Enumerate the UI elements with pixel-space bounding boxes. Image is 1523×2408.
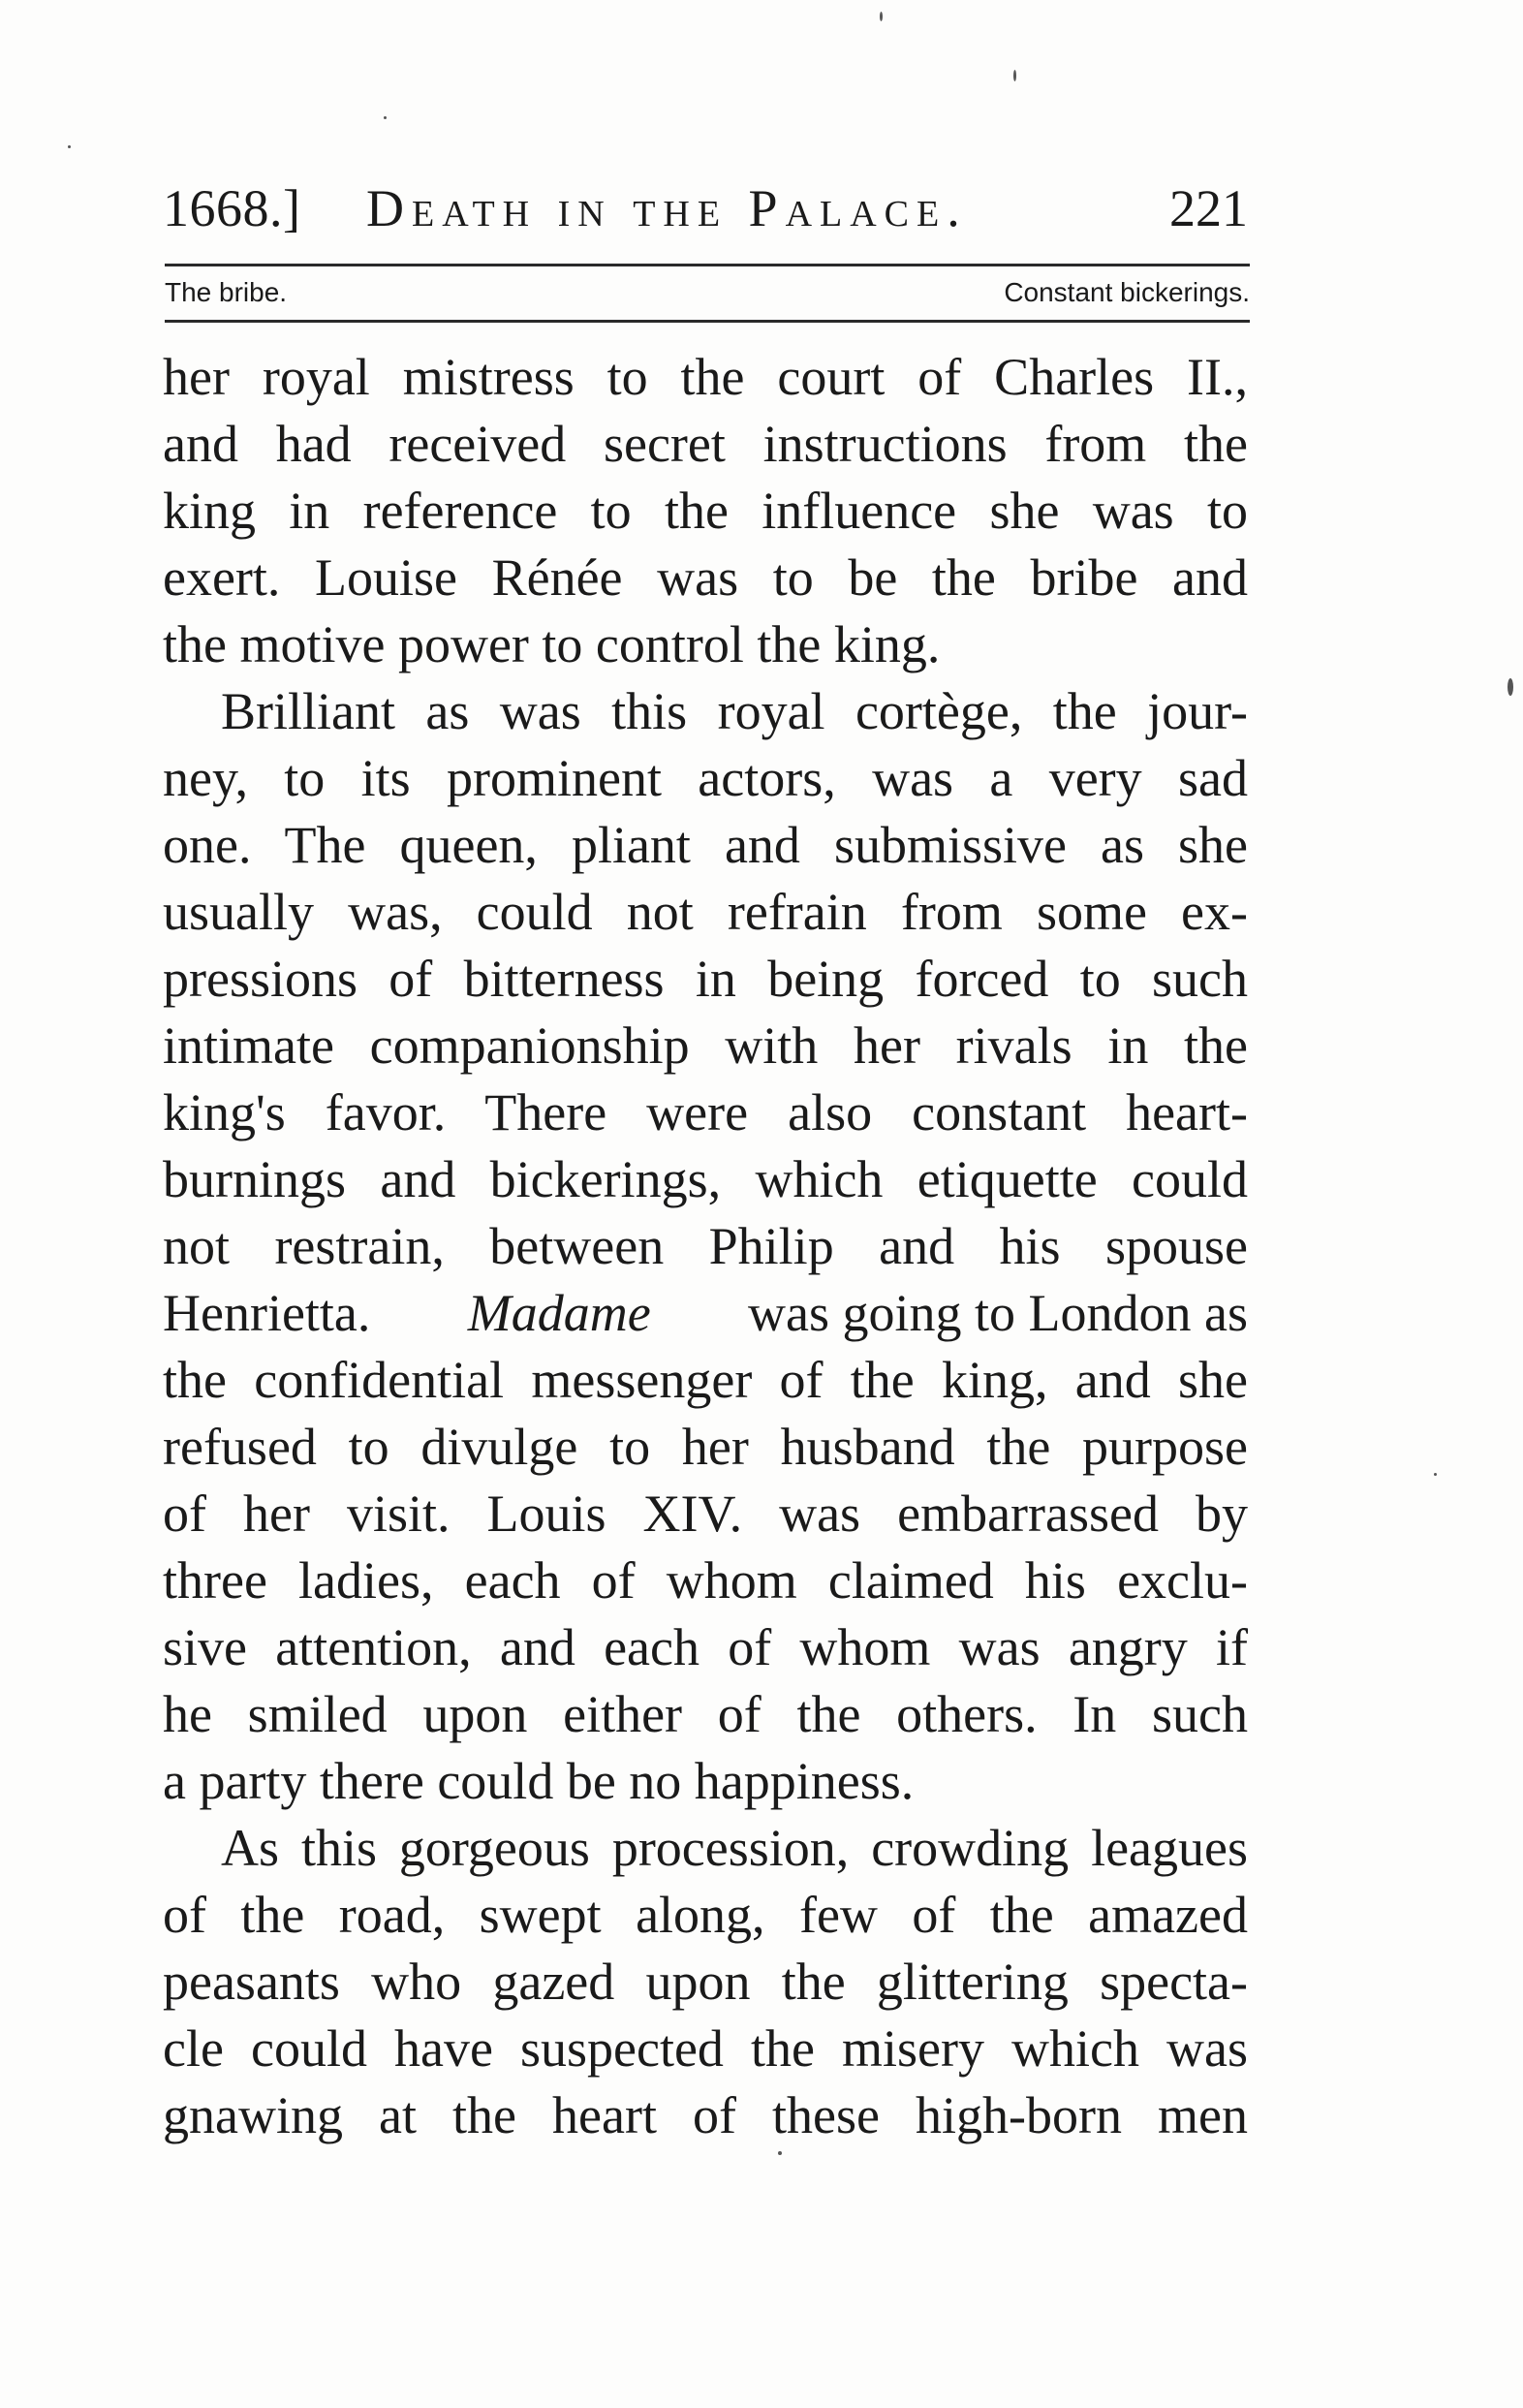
text-line: burnings and bickerings, which etiquette could bbox=[163, 1150, 1248, 1208]
text-fragment: was going to London as bbox=[748, 1284, 1248, 1342]
text-line: cle could have suspected the misery which was bbox=[163, 2019, 1248, 2078]
text-line: pressions of bitterness in being forced to such bbox=[163, 950, 1248, 1008]
body-text bbox=[163, 344, 1248, 2149]
text-line: peasants who gazed upon the glittering specta- bbox=[163, 1953, 1248, 2011]
sidenote-bar bbox=[165, 273, 1250, 312]
text-line: not restrain, between Philip and his spouse bbox=[163, 1217, 1248, 1275]
text-line: three ladies, each of whom claimed his exclu- bbox=[163, 1551, 1248, 1610]
text-line: one. The queen, pliant and submissive as she bbox=[163, 816, 1248, 874]
header-rule-top bbox=[165, 264, 1250, 266]
text-line: Brilliant as was this royal cortège, the jour- bbox=[221, 682, 1248, 740]
text-line: exert. Louise Rénée was to be the bribe and bbox=[163, 548, 1248, 607]
text-line: intimate companionship with her rivals in the bbox=[163, 1016, 1248, 1075]
text-line: king's favor. There were also constant heart- bbox=[163, 1083, 1248, 1141]
text-line: the confidential messenger of the king, and she bbox=[163, 1351, 1248, 1409]
running-header bbox=[163, 174, 1248, 242]
text-fragment: Henrietta. bbox=[163, 1284, 371, 1342]
page-number: 221 bbox=[1169, 179, 1248, 237]
paper-speck bbox=[68, 145, 71, 148]
paper-speck bbox=[880, 12, 883, 21]
text-line: king in reference to the influence she was to bbox=[163, 482, 1248, 540]
text-line: sive attention, and each of whom was angry if bbox=[163, 1618, 1248, 1676]
text-line: usually was, could not refrain from some ex- bbox=[163, 883, 1248, 941]
running-title: Death in the Palace. bbox=[366, 179, 968, 237]
paper-speck bbox=[384, 116, 387, 119]
text-line: ney, to its prominent actors, was a very sad bbox=[163, 749, 1248, 807]
text-line: of the road, swept along, few of the amazed bbox=[163, 1886, 1248, 1944]
paper-speck bbox=[1434, 1473, 1437, 1476]
sidenote-left: The bribe. bbox=[165, 277, 288, 307]
text-line: he smiled upon either of the others. In such bbox=[163, 1685, 1248, 1743]
paper-speck bbox=[1507, 678, 1513, 696]
italic-word: Madame bbox=[467, 1284, 651, 1342]
paper-speck bbox=[778, 2151, 782, 2155]
running-year: 1668.] bbox=[163, 179, 301, 237]
text-line: a party there could be no happiness. bbox=[163, 1752, 915, 1810]
sidenote-right: Constant bickerings. bbox=[1004, 277, 1250, 307]
paper-speck bbox=[1013, 70, 1016, 81]
text-line-mixed bbox=[163, 1280, 1248, 1347]
text-line: of her visit. Louis XIV. was embarrassed by bbox=[163, 1485, 1248, 1543]
text-line: her royal mistress to the court of Charles II., bbox=[163, 348, 1248, 406]
header-rule-bottom bbox=[165, 320, 1250, 323]
text-line: refused to divulge to her husband the purpose bbox=[163, 1418, 1248, 1476]
text-line: the motive power to control the king. bbox=[163, 615, 941, 673]
text-line: gnawing at the heart of these high-born men bbox=[163, 2086, 1248, 2144]
text-line: and had received secret instructions from the bbox=[163, 415, 1248, 473]
text-line: As this gorgeous procession, crowding leagues bbox=[221, 1819, 1248, 1877]
